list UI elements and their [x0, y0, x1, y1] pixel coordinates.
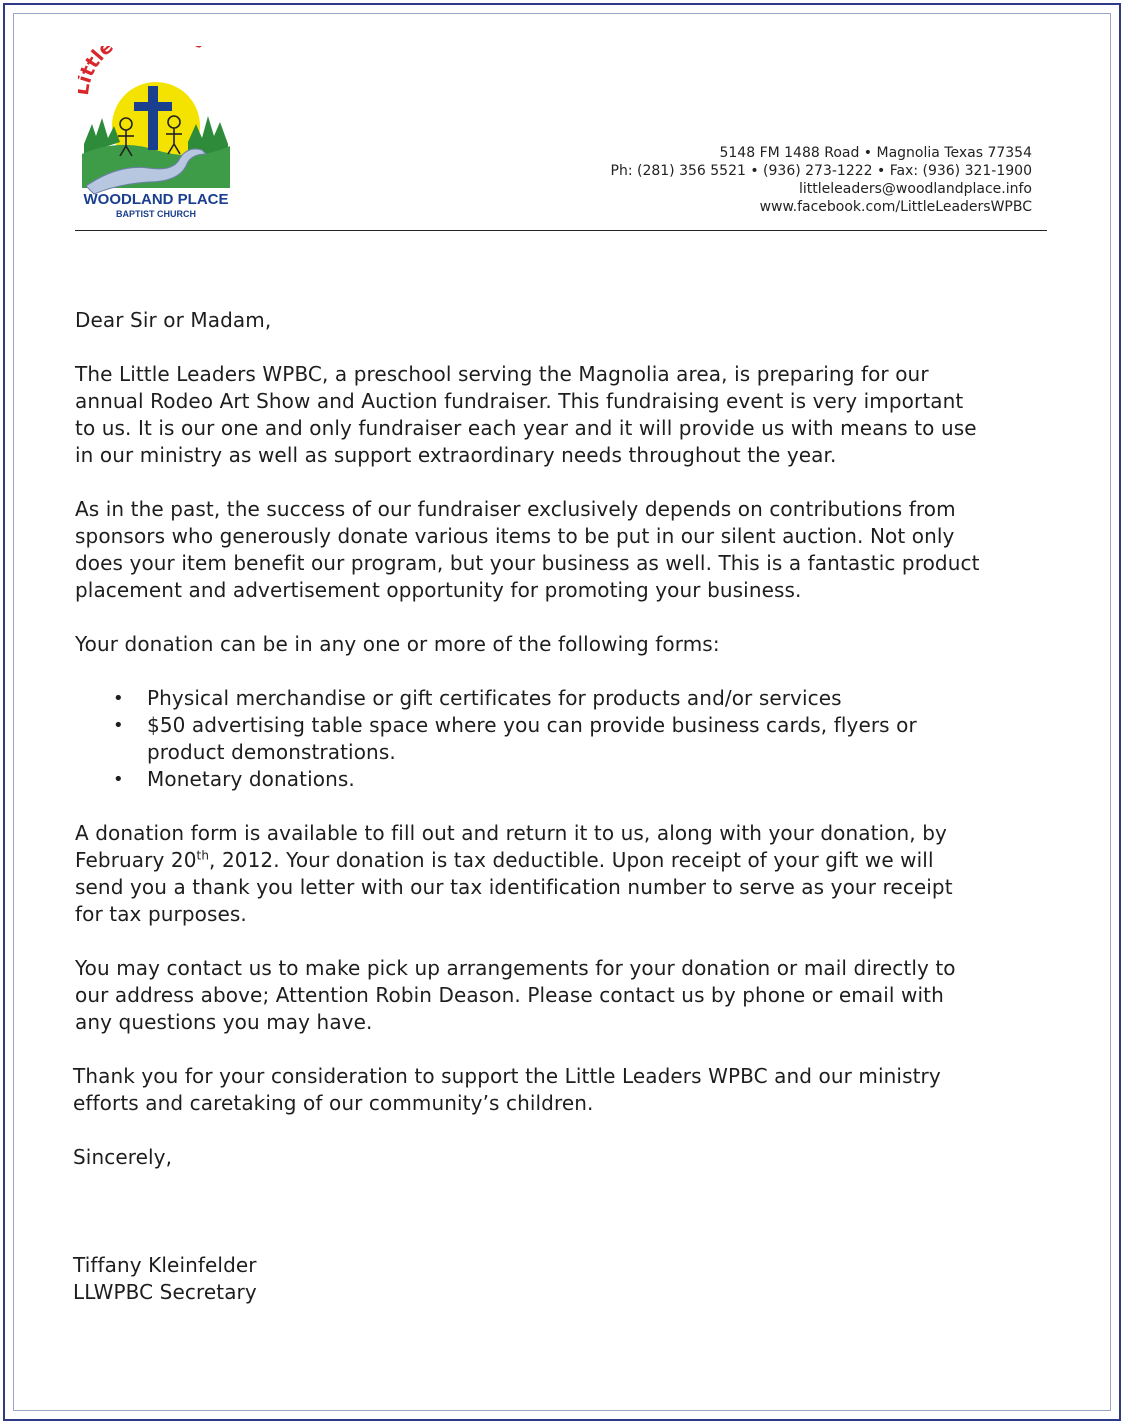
- letterhead-contact: [472, 144, 1032, 216]
- letter-body: [75, 307, 1035, 1306]
- list-item: • Monetary donations.: [147, 766, 1035, 793]
- paragraph-donation-form: [75, 820, 1035, 928]
- list-item: • $50 advertising table space where you can provide business cards, flyers or product demonstrations.: [147, 712, 1035, 766]
- letterhead-divider: [75, 230, 1047, 231]
- signer-title: LLWPBC Secretary: [73, 1280, 257, 1304]
- phone-line: Ph: (281) 356 5521 • (936) 273-1222 • Fax: (936) 321-1900: [610, 163, 1032, 179]
- donation-form-text-b: , 2012. Your donation is tax deductible. Upon receipt of your gift we will send you a thank you letter with our tax identification number to serve as your receipt for tax purposes.: [75, 848, 953, 926]
- signature-block: [73, 1252, 1035, 1306]
- address-line: 5148 FM 1488 Road • Magnolia Texas 77354: [719, 145, 1032, 161]
- cross-horizontal: [134, 102, 172, 111]
- donation-form-text-a: A donation form is available to fill out and return it to us, along with your donation, by February 20: [75, 821, 947, 872]
- logo-org-sub: BAPTIST CHURCH: [116, 209, 196, 219]
- little-leaders-logo: [78, 46, 234, 222]
- email-line: littleleaders@woodlandplace.info: [799, 181, 1032, 197]
- date-ordinal: th: [196, 848, 210, 863]
- paragraph-intro: The Little Leaders WPBC, a preschool serving the Magnolia area, is preparing for our annual Rodeo Art Show and Auction fundraiser. This fundraising event is very important to us. It is our one and only fundraiser each year and it will provide us with means to use in our ministry as well as support extraordinary needs throughout the year.: [75, 362, 977, 467]
- signer-name: Tiffany Kleinfelder: [73, 1253, 257, 1277]
- logo-org-name: WOODLAND PLACE: [83, 191, 229, 208]
- cross-vertical: [148, 86, 158, 150]
- list-item: • Physical merchandise or gift certificates for products and/or services: [147, 685, 1035, 712]
- donation-forms-list: [75, 685, 1035, 793]
- paragraph-contact: You may contact us to make pick up arrangements for your donation or mail directly to our address above; Attention Robin Deason. Please contact us by phone or email with any questions you may have.: [75, 956, 956, 1034]
- closing: Sincerely,: [73, 1145, 173, 1169]
- salutation: Dear Sir or Madam,: [75, 308, 272, 332]
- logo-arc-text: ttle: [78, 46, 118, 80]
- website-line: www.facebook.com/LittleLeadersWPBC: [759, 199, 1032, 215]
- paragraph-forms-intro: Your donation can be in any one or more of the following forms:: [75, 632, 720, 656]
- paragraph-thanks: Thank you for your consideration to support the Little Leaders WPBC and our ministry efforts and caretaking of our community’s children.: [73, 1064, 941, 1115]
- logo-graphic: [78, 46, 234, 222]
- signature-space: [75, 1198, 1035, 1252]
- paragraph-sponsors: As in the past, the success of our fundraiser exclusively depends on contributions from sponsors who generously donate various items to be put in our silent auction. Not only does your item benefit our program, but your business as well. This is a fantastic product placement and advertisement opportunity for promoting your business.: [75, 497, 980, 602]
